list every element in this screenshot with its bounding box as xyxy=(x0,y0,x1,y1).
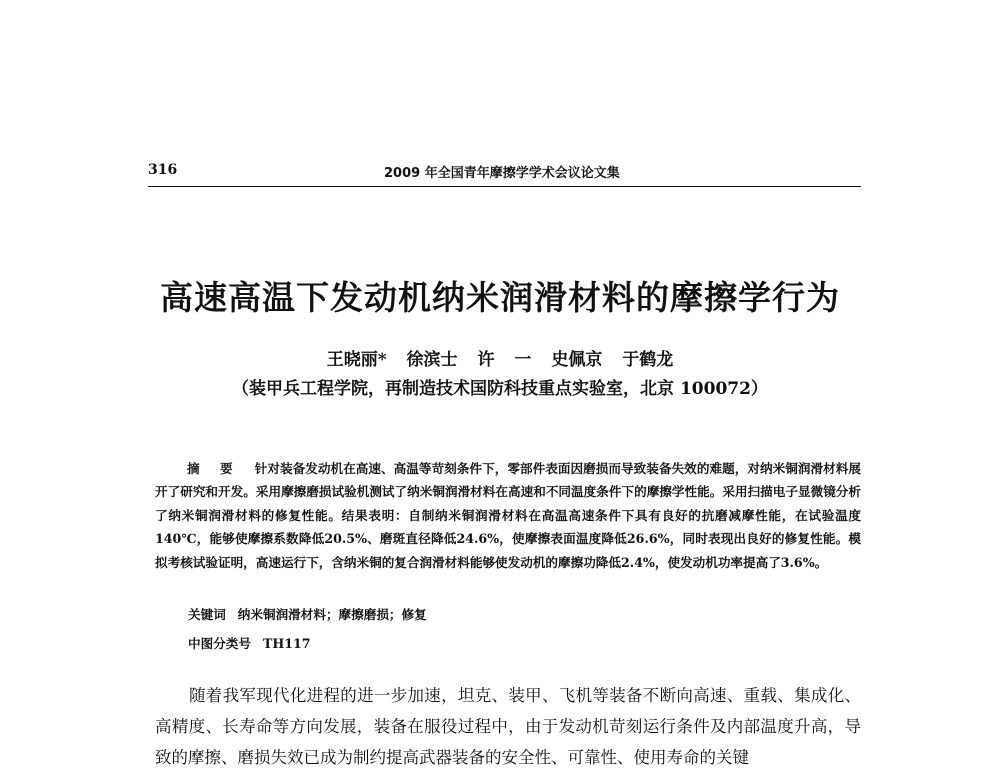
classification-label: 中图分类号 xyxy=(188,636,251,651)
keywords xyxy=(188,604,427,623)
classification-value: TH117 xyxy=(262,636,311,651)
keywords-text: 纳米铜润滑材料；摩擦磨损；修复 xyxy=(237,607,427,622)
affiliation: （装甲兵工程学院，再制造技术国防科技重点实验室，北京 100072） xyxy=(232,379,768,399)
abstract xyxy=(155,457,861,574)
header-rule xyxy=(148,186,861,187)
running-title: 2009 年全国青年摩擦学学术会议论文集 xyxy=(384,166,620,181)
page-number: 316 xyxy=(148,162,178,178)
abstract-label: 摘 要 xyxy=(187,461,241,476)
running-header xyxy=(148,162,863,184)
body-paragraph: 随着我军现代化进程的进一步加速，坦克、装甲、飞机等装备不断向高速、重载、集成化、高精度、长寿命等方向发展，装备在服役过程中，由于发动机苛刻运行条件及内部温度升高，导致的摩擦、磨损失效已成为制约提高武器装备的安全性、可靠性、使用寿命的关键 xyxy=(155,686,861,767)
abstract-text: 针对装备发动机在高速、高温等苛刻条件下，零部件表面因磨损而导致装备失效的难题，对纳米铜润滑材料展开了研究和开发。采用摩擦磨损试验机测试了纳米铜润滑材料在高速和不同温度条件下的摩擦学性能。采用扫描电子显微镜分析了纳米铜润滑材料的修复性能。结果表明：自制纳米铜润滑材料在高温高速条件下具有良好的抗磨减摩性能，在试验温度140℃，能够使摩擦系数降低20.5%、磨斑直径降低24.6%，使摩擦表面温度降低26.6%，同时表现出良好的修复性能。模拟考核试验证明，高速运行下，含纳米铜的复合润滑材料能够使发动机的摩擦功降低2.4%，使发动机功率提高了3.6%。 xyxy=(155,461,861,570)
author-list: 王晓丽* 徐滨士 许 一 史佩京 于鹤龙 xyxy=(326,350,674,370)
paper-title: 高速高温下发动机纳米润滑材料的摩擦学行为 xyxy=(160,278,840,317)
classification-number xyxy=(188,633,311,652)
keywords-label: 关键词 xyxy=(188,607,226,622)
